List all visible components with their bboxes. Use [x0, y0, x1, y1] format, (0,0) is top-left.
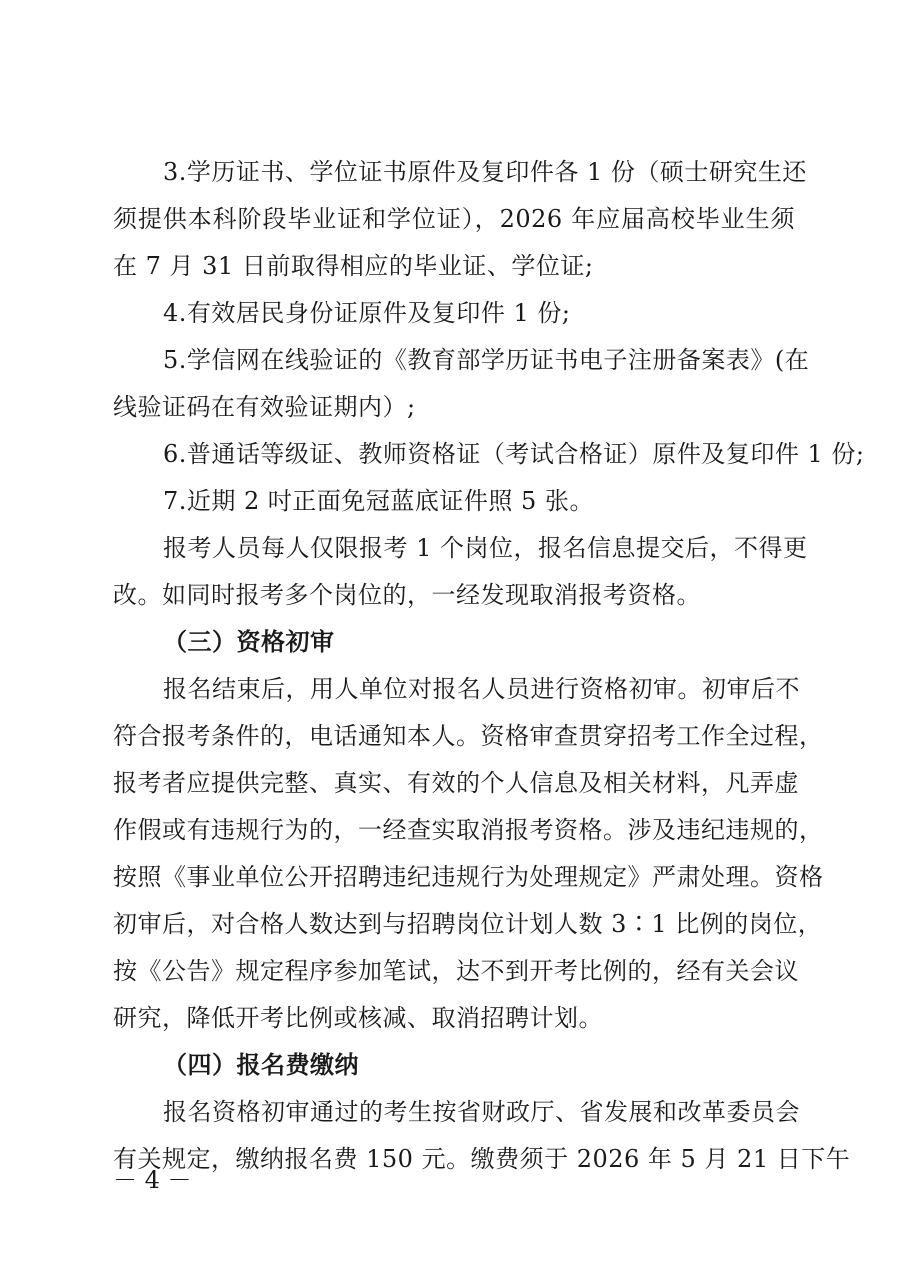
item-3-line-1: 3.学历证书、学位证书原件及复印件各 1 份（硕士研究生还 — [163, 158, 807, 186]
para-fee-line-1: 报名资格初审通过的考生按省财政厅、省发展和改革委员会 — [163, 1098, 800, 1126]
para-limit-line-2: 改。如同时报考多个岗位的，一经发现取消报考资格。 — [113, 581, 701, 609]
para-review-line-4: 作假或有违规行为的，一经查实取消报考资格。涉及违纪违规的， — [113, 816, 824, 844]
para-review-line-8: 研究，降低开考比例或核减、取消招聘计划。 — [113, 1004, 603, 1032]
item-4: 4.有效居民身份证原件及复印件 1 份; — [163, 299, 571, 327]
page-number: － 4 － — [113, 1166, 192, 1194]
para-review-line-7: 按《公告》规定程序参加笔试，达不到开考比例的，经有关会议 — [113, 957, 799, 985]
item-5-line-1: 5.学信网在线验证的《教育部学历证书电子注册备案表》(在 — [163, 346, 810, 374]
para-review-line-1: 报名结束后，用人单位对报名人员进行资格初审。初审后不 — [163, 675, 800, 703]
para-review-line-6: 初审后，对合格人数达到与招聘岗位计划人数 3∶1 比例的岗位， — [113, 910, 823, 938]
heading-section-3: （三）资格初审 — [163, 627, 335, 656]
para-review-line-3: 报考者应提供完整、真实、有效的个人信息及相关材料，凡弄虚 — [113, 769, 799, 797]
heading-section-4: （四）报名费缴纳 — [163, 1050, 359, 1079]
para-review-line-5: 按照《事业单位公开招聘违纪违规行为处理规定》严肃处理。资格 — [113, 863, 824, 891]
item-3-line-2: 须提供本科阶段毕业证和学位证），2026 年应届高校毕业生须 — [113, 205, 795, 233]
item-3-line-3: 在 7 月 31 日前取得相应的毕业证、学位证; — [113, 252, 594, 280]
para-limit-line-1: 报考人员每人仅限报考 1 个岗位，报名信息提交后，不得更 — [163, 534, 808, 562]
item-6: 6.普通话等级证、教师资格证（考试合格证）原件及复印件 1 份; — [163, 440, 865, 468]
para-review-line-2: 符合报考条件的，电话通知本人。资格审查贯穿招考工作全过程， — [113, 722, 824, 750]
item-5-line-2: 线验证码在有效验证期内）; — [113, 393, 416, 421]
item-7: 7.近期 2 吋正面免冠蓝底证件照 5 张。 — [163, 487, 594, 515]
para-fee-line-2: 有关规定，缴纳报名费 150 元。缴费须于 2026 年 5 月 21 日下午 — [113, 1145, 851, 1173]
